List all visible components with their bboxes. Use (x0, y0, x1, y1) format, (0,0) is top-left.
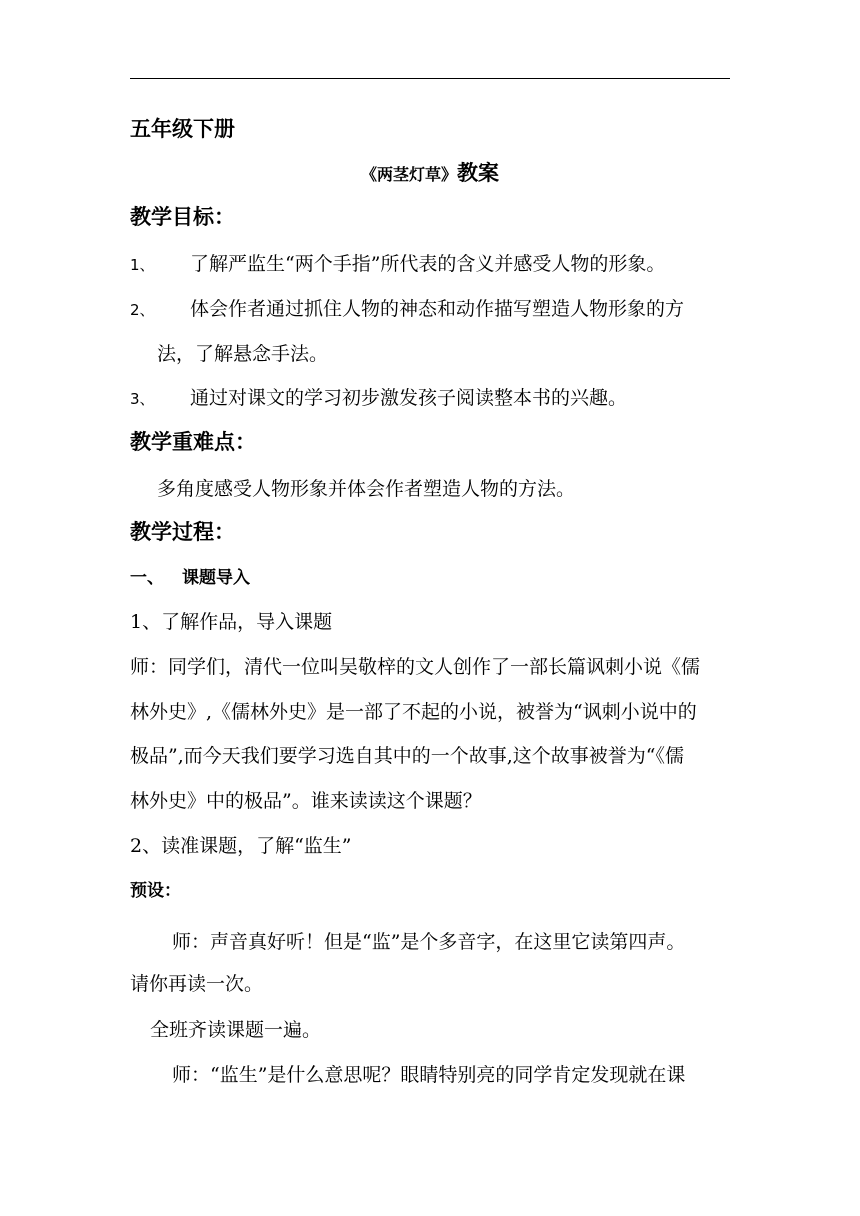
section-heading-1 (130, 565, 250, 591)
section-label: 课题导入 (182, 568, 250, 588)
step-1: 1、了解作品，导入课题 (130, 611, 333, 633)
preset-line-2: 请你再读一次。 (130, 973, 264, 995)
key-points-heading: 教学重难点： (130, 430, 256, 454)
section-number: 一、 (130, 568, 164, 588)
objective-text: 了解严监生“两个手指”所代表的含义并感受人物的形象。 (190, 253, 666, 275)
objective-number: 3、 (130, 390, 155, 408)
teacher-paragraph-line: 林外史》,《儒林外史》是一部了不起的小说，被誉为“讽刺小说中的 (130, 701, 697, 723)
objective-item-1 (130, 251, 665, 278)
teacher-paragraph-line: 极品”,而今天我们要学习选自其中的一个故事,这个故事被誉为“《儒 (130, 745, 685, 767)
objective-text: 体会作者通过抓住人物的神态和动作描写塑造人物形象的方 (190, 298, 685, 320)
objective-item-2 (130, 296, 684, 323)
teacher-paragraph-line: 师：同学们，清代一位叫吴敬梓的文人创作了一部长篇讽刺小说《儒 (130, 656, 701, 678)
objective-item-2-continuation: 法，了解悬念手法。 (157, 343, 329, 365)
objective-number: 1、 (130, 256, 155, 274)
class-read-line: 全班齐读课题一遍。 (150, 1019, 322, 1041)
header-rule (130, 78, 730, 79)
page-title (0, 160, 860, 188)
title-book: 《两茎灯草》 (360, 165, 457, 184)
preset-line-1: 师：声音真好听！但是“监”是个多音字，在这里它读第四声。 (172, 931, 686, 953)
objectives-heading: 教学目标： (130, 205, 235, 229)
key-points-text: 多角度感受人物形象并体会作者塑造人物的方法。 (157, 478, 576, 500)
objective-item-3 (130, 385, 627, 412)
teacher-question-line: 师：“监生”是什么意思呢？眼睛特别亮的同学肯定发现就在课 (172, 1064, 686, 1086)
objective-text: 通过对课文的学习初步激发孩子阅读整本书的兴趣。 (190, 387, 628, 409)
grade-label: 五年级下册 (130, 117, 235, 141)
objective-number: 2、 (130, 301, 155, 319)
process-heading: 教学过程： (130, 520, 235, 544)
step-2: 2、读准课题，了解“监生” (130, 835, 352, 857)
preset-label: 预设： (130, 881, 181, 901)
teacher-paragraph-line: 林外史》中的极品”。谁来读读这个课题？ (130, 790, 482, 812)
title-suffix: 教案 (457, 161, 499, 185)
